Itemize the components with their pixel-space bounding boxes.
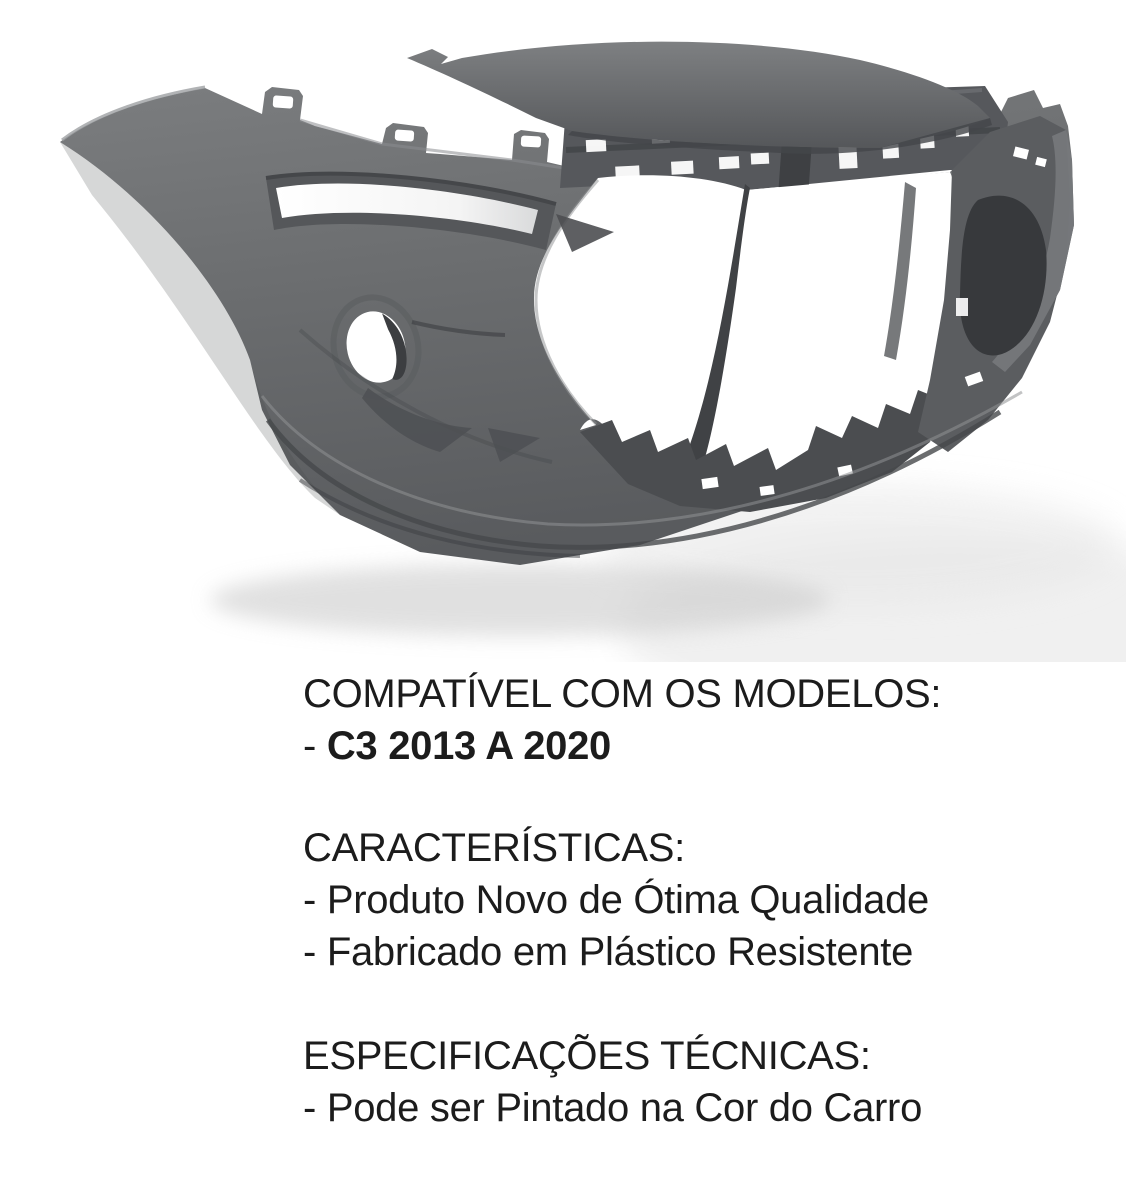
bullet-dash: - bbox=[303, 724, 327, 768]
characteristics-item: - Fabricado em Plástico Resistente bbox=[303, 930, 914, 974]
specifications-section bbox=[303, 1030, 922, 1134]
compatibility-heading: COMPATÍVEL COM OS MODELOS: bbox=[303, 672, 942, 716]
characteristics-item: - Produto Novo de Ótima Qualidade bbox=[303, 878, 929, 922]
top-trim-bar bbox=[407, 42, 992, 154]
compatibility-section bbox=[303, 668, 941, 772]
specifications-item: - Pode ser Pintado na Cor do Carro bbox=[303, 1086, 923, 1130]
specifications-heading: ESPECIFICAÇÕES TÉCNICAS: bbox=[303, 1034, 871, 1078]
model-range: C3 2013 A 2020 bbox=[326, 724, 612, 768]
characteristics-section bbox=[303, 822, 929, 978]
characteristics-heading: CARACTERÍSTICAS: bbox=[303, 826, 685, 870]
compatibility-item bbox=[303, 720, 941, 772]
